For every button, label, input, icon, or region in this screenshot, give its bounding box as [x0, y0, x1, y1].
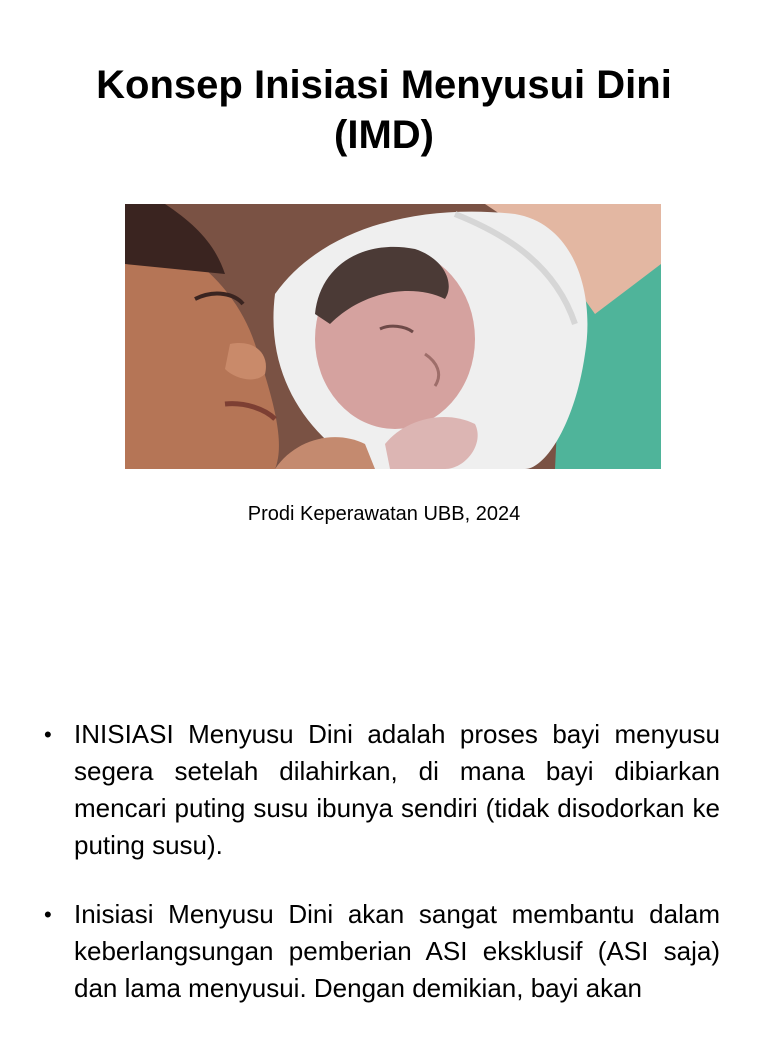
newborn-photo-illustration: [125, 204, 661, 469]
bullet-marker: •: [44, 902, 52, 927]
slide-title: [40, 60, 728, 160]
slide-title-line-1: Konsep Inisiasi Menyusui Dini: [96, 63, 672, 107]
slide-title-line-2: (IMD): [334, 113, 434, 157]
bullet-item: [40, 716, 720, 864]
bullet-text: INISIASI Menyusu Dini adalah proses bayi menyusu segera setelah dilahirkan, di mana bayi dibiarkan mencari puting susu ibunya sendiri (tidak disodorkan ke puting susu).: [74, 719, 720, 860]
slide-caption: Prodi Keperawatan UBB, 2024: [247, 503, 521, 525]
bullet-text: Inisiasi Menyusu Dini akan sangat membantu dalam keberlangsungan pemberian ASI eksklusif (ASI saja) dan lama menyusui. Dengan demikian, bayi akan: [74, 899, 720, 1003]
bullet-item: [40, 896, 720, 1007]
bullet-list: [40, 716, 720, 1039]
newborn-photo: [125, 204, 661, 469]
bullet-marker: •: [44, 722, 52, 747]
